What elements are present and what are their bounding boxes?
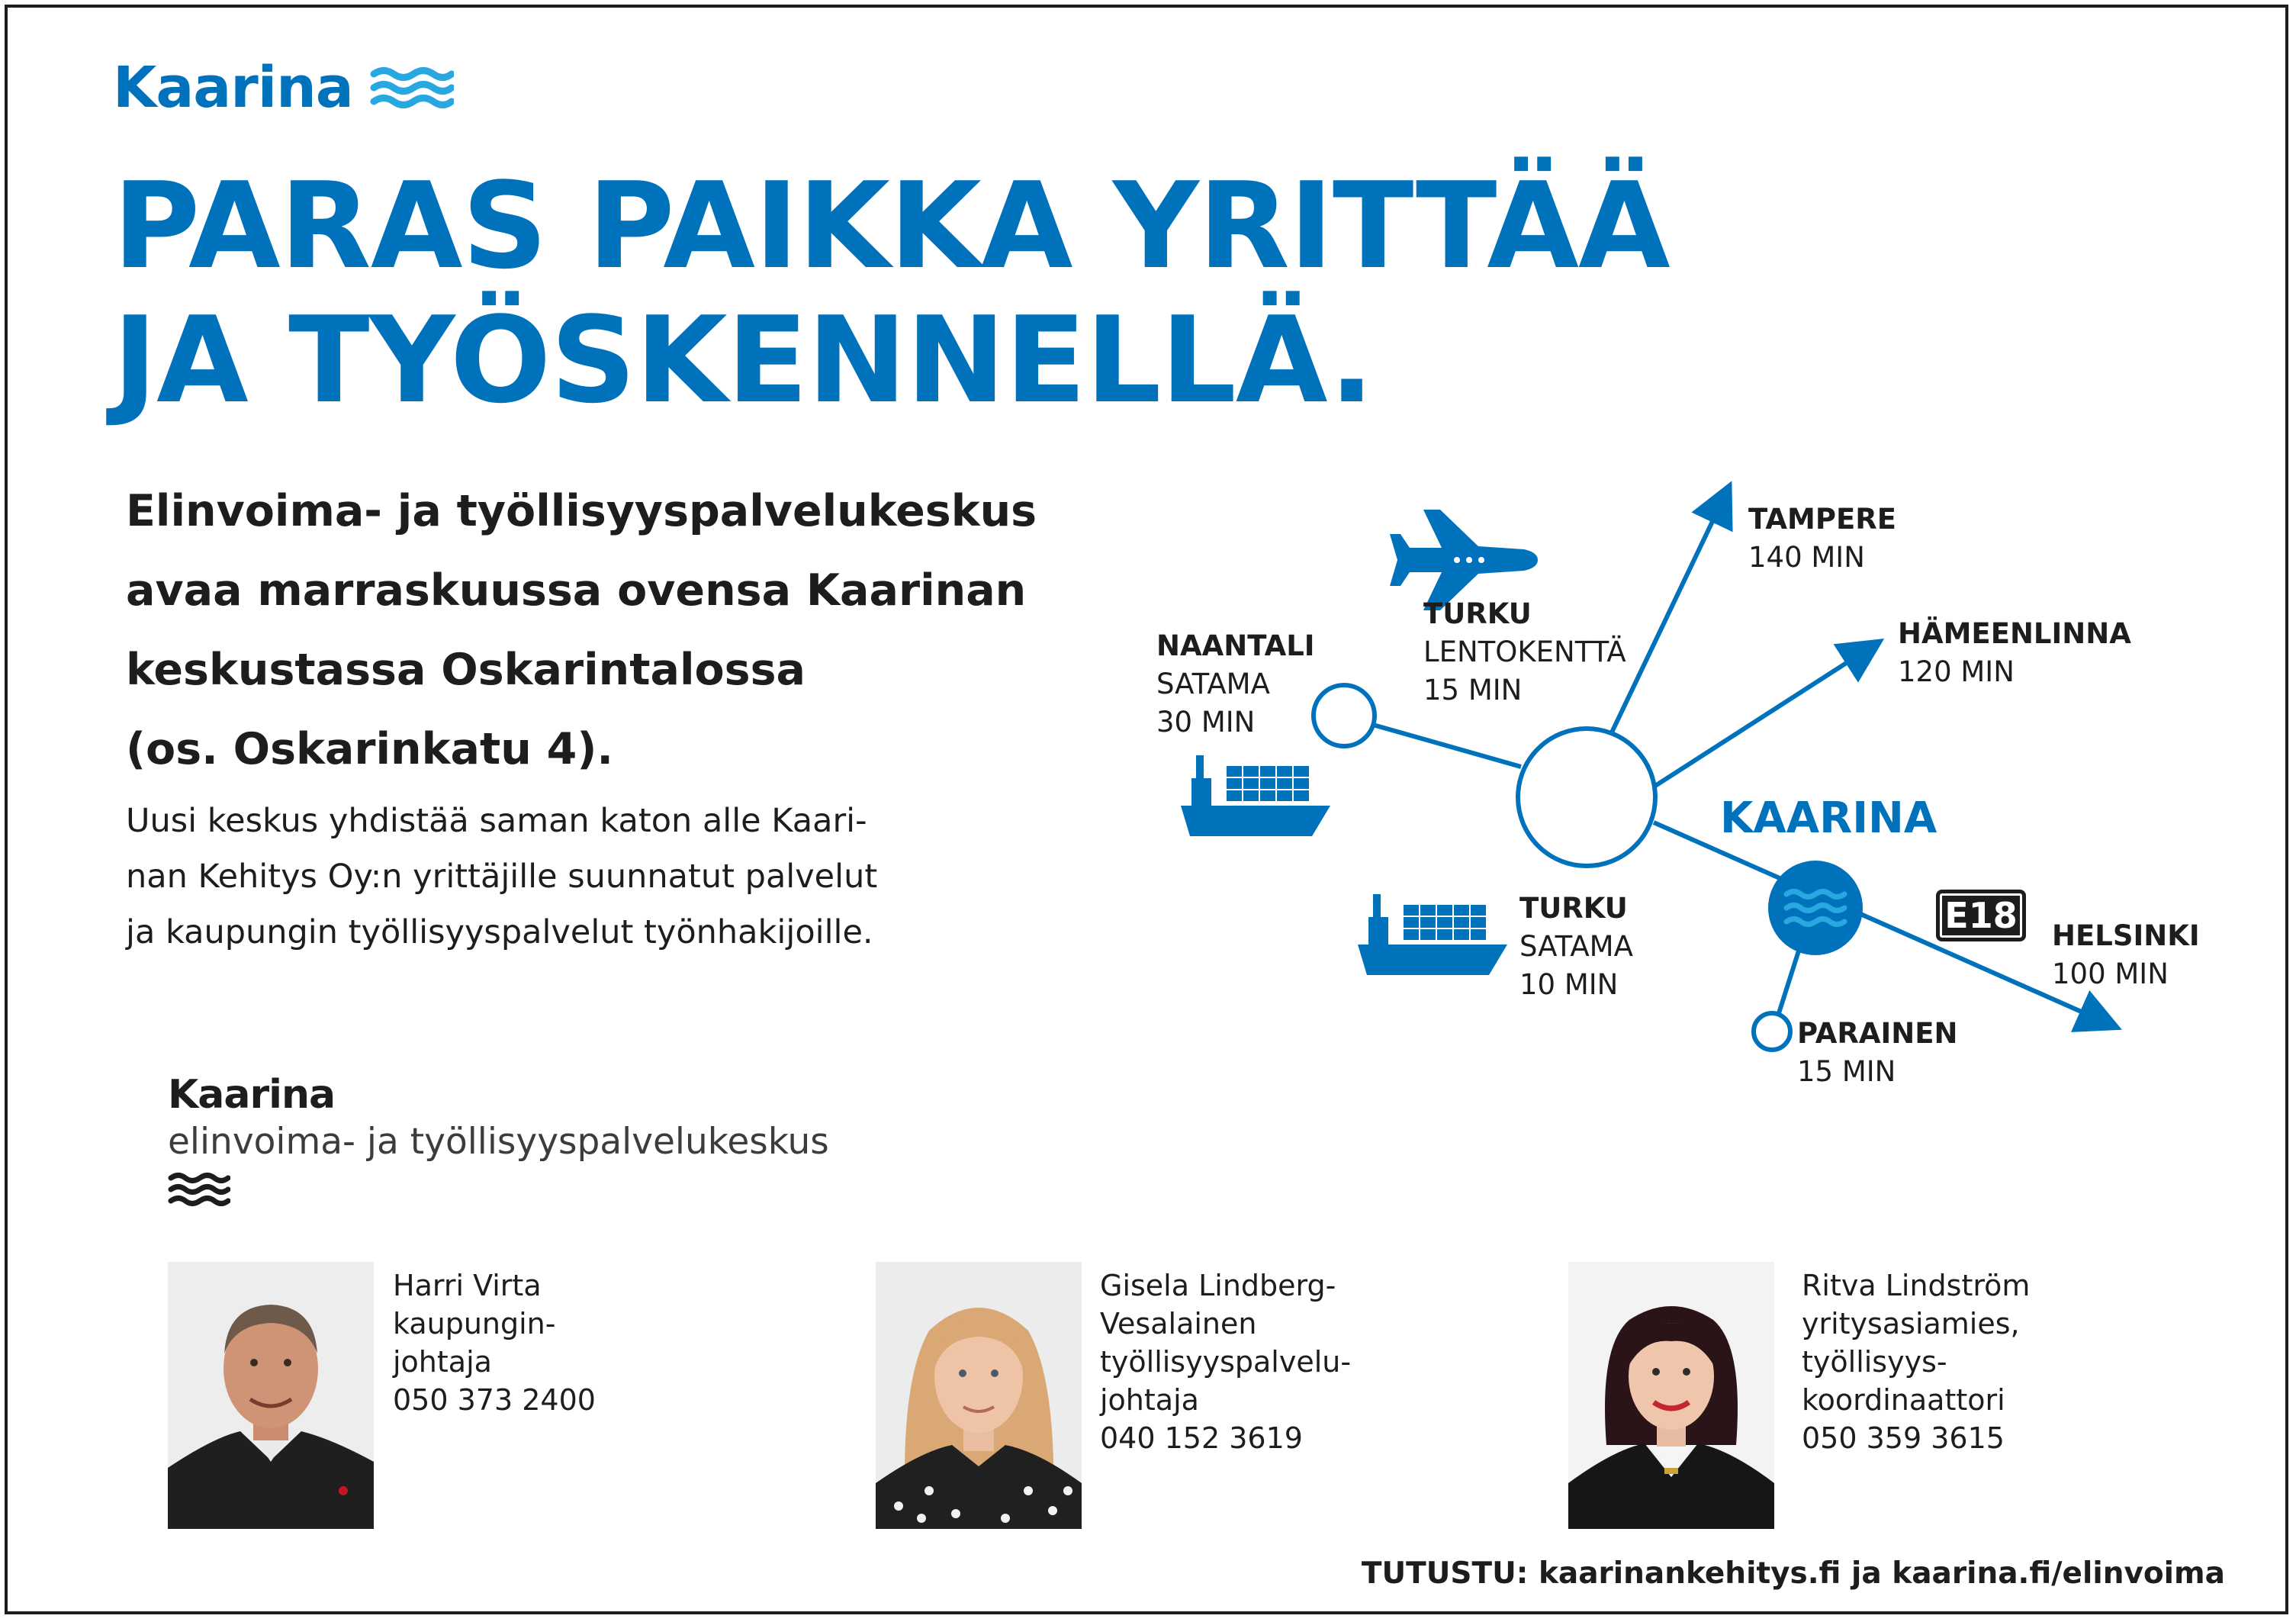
avatar (876, 1262, 1082, 1529)
center-logo-title: Kaarina (168, 1072, 336, 1118)
line-tampere (1611, 497, 1724, 734)
destination-name: TURKU (1423, 597, 1532, 630)
page-headline (113, 156, 1670, 430)
waves-icon (370, 65, 454, 111)
line-helsinki (1654, 822, 2105, 1022)
destination-name: TURKU (1519, 892, 1628, 925)
destination-tampere (1748, 500, 1896, 577)
body-paragraph (126, 793, 1133, 961)
destination-name: HÄMEENLINNA (1898, 617, 2131, 650)
destination-hameenlinna (1898, 615, 2131, 691)
destination-name: HELSINKI (2052, 919, 2200, 952)
contact-role: kaupungin- (393, 1307, 556, 1340)
contact-card (1802, 1266, 2030, 1457)
brand-name: Kaarina (113, 55, 353, 121)
contact-role: yritysasiamies, (1802, 1307, 2020, 1340)
connections-map (1129, 458, 2227, 1114)
destination-sub: SATAMA (1519, 930, 1633, 963)
service-center-logo (168, 1072, 829, 1208)
destination-name: PARAINEN (1797, 1017, 1958, 1050)
avatar (168, 1262, 374, 1529)
line-hameenlinna (1655, 648, 1869, 786)
body-line-3: ja kaupungin työllisyyspalvelut työnhakijoille. (126, 913, 873, 951)
destination-time: 10 MIN (1519, 968, 1619, 1001)
destination-time: 15 MIN (1797, 1055, 1896, 1088)
contact-phone: 050 359 3615 (1802, 1421, 2005, 1455)
contact-card (393, 1266, 596, 1419)
contact-role: työllisyyspalvelu- (1100, 1345, 1352, 1379)
cargo-ship-icon (1358, 894, 1507, 975)
kaarina-hub (1768, 861, 1863, 955)
destination-time: 15 MIN (1423, 674, 1523, 706)
kaarina-logo (113, 55, 454, 121)
contact-name: Harri Virta (393, 1269, 542, 1302)
destination-name: NAANTALI (1156, 629, 1315, 662)
destination-time: 140 MIN (1748, 541, 1865, 574)
waves-icon (168, 1170, 230, 1208)
destination-sub: SATAMA (1156, 668, 1270, 700)
body-line-2: nan Kehitys Oy:n yrittäjille suunnatut palvelut (126, 858, 878, 896)
naantali-circle (1314, 685, 1375, 746)
line-parainen (1779, 946, 1800, 1013)
destination-turku-airport (1423, 595, 1626, 710)
contact-phone: 040 152 3619 (1100, 1421, 1303, 1455)
destination-time: 100 MIN (2052, 957, 2169, 990)
destination-time: 120 MIN (1898, 655, 2015, 688)
headline-line-1: PARAS PAIKKA YRITTÄÄ (113, 156, 1670, 295)
body-line-1: Uusi keskus yhdistää saman katon alle Kaari- (126, 802, 867, 840)
lead-paragraph (126, 471, 1133, 789)
contact-phone: 050 373 2400 (393, 1383, 596, 1417)
destination-helsinki (2052, 917, 2200, 993)
destination-sub: LENTOKENTTÄ (1423, 636, 1626, 668)
contact-role: koordinaattori (1802, 1383, 2005, 1417)
contact-role: Vesalainen (1100, 1307, 1257, 1340)
lead-line-4: (os. Oskarinkatu 4). (126, 724, 614, 774)
parainen-circle (1754, 1013, 1790, 1050)
contact-name: Ritva Lindström (1802, 1269, 2031, 1302)
map-lines (1129, 458, 2227, 1114)
avatar (1568, 1262, 1774, 1529)
lead-line-2: avaa marraskuussa ovensa Kaarinan (126, 565, 1027, 616)
contact-role: johtaja (1100, 1383, 1199, 1417)
road-sign-e18: E18 (1936, 890, 2026, 941)
contact-card (1100, 1266, 1351, 1457)
destination-parainen (1797, 1015, 1957, 1091)
contact-name: Gisela Lindberg- (1100, 1269, 1336, 1302)
hub-circle (1518, 729, 1655, 866)
headline-line-2: JA TYÖSKENNELLÄ. (113, 291, 1374, 430)
destination-naantali (1156, 627, 1315, 742)
contact-role: työllisyys- (1802, 1345, 1947, 1379)
destination-time: 30 MIN (1156, 706, 1256, 739)
center-logo-subtitle: elinvoima- ja työllisyyspalvelukeskus (168, 1121, 829, 1163)
lead-line-3: keskustassa Oskarintalossa (126, 645, 806, 695)
footer-links: TUTUSTU: kaarinankehitys.fi ja kaarina.fi/elinvoima (1361, 1556, 2225, 1591)
cargo-ship-icon (1181, 755, 1330, 836)
contact-role: johtaja (393, 1345, 492, 1379)
line-naantali (1373, 725, 1521, 767)
map-center-label: KAARINA (1720, 793, 1937, 843)
destination-name: TAMPERE (1748, 503, 1896, 536)
destination-turku-port (1519, 890, 1633, 1004)
lead-line-1: Elinvoima- ja työllisyyspalvelukeskus (126, 486, 1037, 536)
